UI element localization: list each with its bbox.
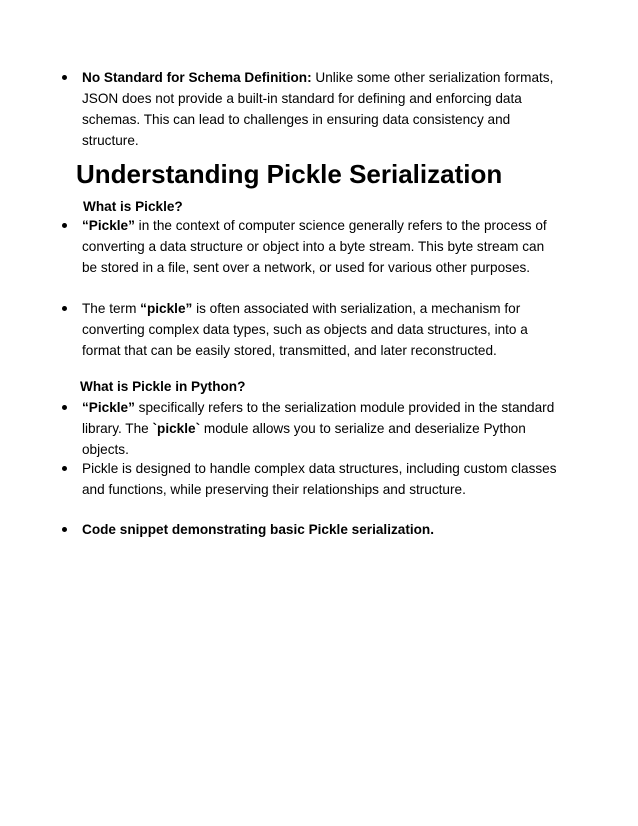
- subheading-what-is-pickle: What is Pickle?: [83, 199, 183, 214]
- list-item-bold-lead: No Standard for Schema Definition:: [82, 70, 312, 85]
- list-item-text: Code snippet demonstrating basic Pickle serialization.: [82, 522, 435, 537]
- list-item-bold-lead: “Pickle”: [82, 218, 135, 233]
- list-item-body-end: module allows you to serialize and deserialize Python objects.: [82, 421, 526, 457]
- list-item-text: [82, 298, 562, 361]
- subheading-pickle-in-python: What is Pickle in Python?: [80, 379, 246, 394]
- inline-code-pickle: `pickle`: [152, 421, 201, 436]
- list-item-text: [82, 215, 562, 278]
- list-item-pickle-definition: [62, 215, 562, 278]
- bullet-icon: [62, 527, 67, 532]
- bullet-icon: [62, 405, 67, 410]
- bullet-icon: [62, 75, 67, 80]
- list-item-body: in the context of computer science generally refers to the process of converting a data structure or object into a byte stream. This byte stream can be stored in a file, sent over a network, or used for various other purposes.: [82, 218, 547, 275]
- list-item-pickle-term: [62, 298, 562, 361]
- list-item-bold-lead: “Pickle”: [82, 400, 135, 415]
- list-item-body: Unlike some other serialization formats, JSON does not provide a built-in standard for defining and enforcing data schemas. This can lead to challenges in ensuring data consistency and structure.: [82, 70, 554, 148]
- list-item-body: specifically refers to the serialization module provided in the standard library. The: [82, 400, 555, 436]
- list-item-prefix: The term: [82, 301, 141, 316]
- list-item-schema-definition: [62, 67, 562, 151]
- bullet-icon: [62, 223, 67, 228]
- list-item-text: Pickle is designed to handle complex data structures, including custom classes and functions, while preserving their relationships and structure.: [82, 461, 557, 497]
- list-item-text: [82, 397, 562, 460]
- list-item-bold-term: “pickle”: [140, 301, 193, 316]
- list-item-complex-structures: [62, 458, 562, 500]
- section-heading: Understanding Pickle Serialization: [76, 159, 503, 189]
- bullet-icon: [62, 466, 67, 471]
- bullet-icon: [62, 306, 67, 311]
- list-item-text: [82, 67, 562, 151]
- list-item-code-snippet: [62, 519, 562, 540]
- list-item-body: is often associated with serialization, a mechanism for converting complex data types, such as objects and data structures, into a format that can be easily stored, transmitted, and later reconstructed.: [82, 301, 528, 358]
- list-item-pickle-module: [62, 397, 562, 460]
